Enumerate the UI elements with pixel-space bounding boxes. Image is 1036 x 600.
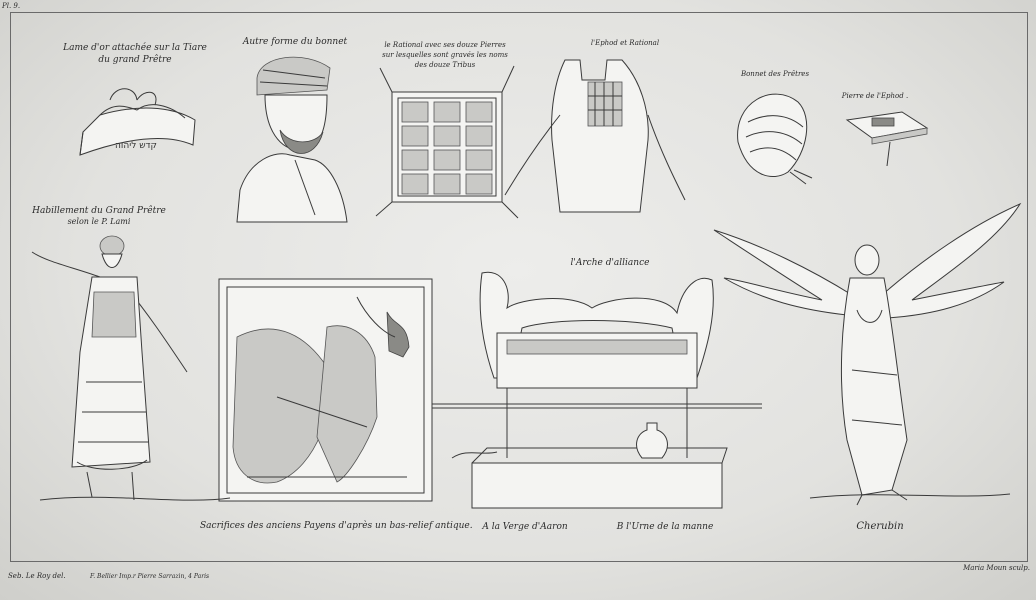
caption-sacrifice: Sacrifices des anciens Payens d'après un bas-relief antique. xyxy=(200,521,473,531)
bonnet-bust-figure xyxy=(235,50,355,225)
credit-printer: F. Bellier Imp.r Pierre Sarrazin, 4 Paris xyxy=(90,573,210,580)
ground-shadow xyxy=(30,470,1020,510)
caption-ephod: l'Ephod et Rational xyxy=(590,39,660,47)
priest-bonnet-figure xyxy=(728,82,818,192)
cherub-figure xyxy=(712,200,1024,510)
ephod-figure xyxy=(500,50,670,220)
high-priest-figure xyxy=(22,232,192,507)
credit-engraver: Maria Moun sculp. xyxy=(963,564,1030,572)
tiara-plate-figure xyxy=(75,80,205,170)
caption-bonnet-priests: Bonnet des Prêtres xyxy=(740,70,810,78)
credit-drawn: Seb. Le Roy del. xyxy=(8,572,66,580)
caption-ark: l'Arche d'alliance xyxy=(570,258,650,268)
tiara-inscription: קדש ליהוה xyxy=(115,141,157,151)
caption-urn: B l'Urne de la manne xyxy=(616,522,714,532)
caption-rod: A la Verge d'Aaron xyxy=(482,522,568,532)
caption-bonnet-form: Autre forme du bonnet xyxy=(242,37,348,47)
ephod-stone-figure xyxy=(842,108,932,168)
caption-ephod-stone: Pierre de l'Ephod . xyxy=(841,92,909,100)
plate-number: Pl. 9. xyxy=(2,2,21,10)
caption-rational: le Rational avec ses douze Pierres sur lesquelles sont gravés les noms des douze Tribus xyxy=(382,41,508,69)
caption-tiara-plate: Lame d'or attachée sur la Tiare du grand Prêtre xyxy=(63,43,207,65)
caption-cherub: Cherubin xyxy=(856,521,904,532)
caption-high-priest: Habillement du Grand Prêtre selon le P. Lami xyxy=(32,206,166,226)
